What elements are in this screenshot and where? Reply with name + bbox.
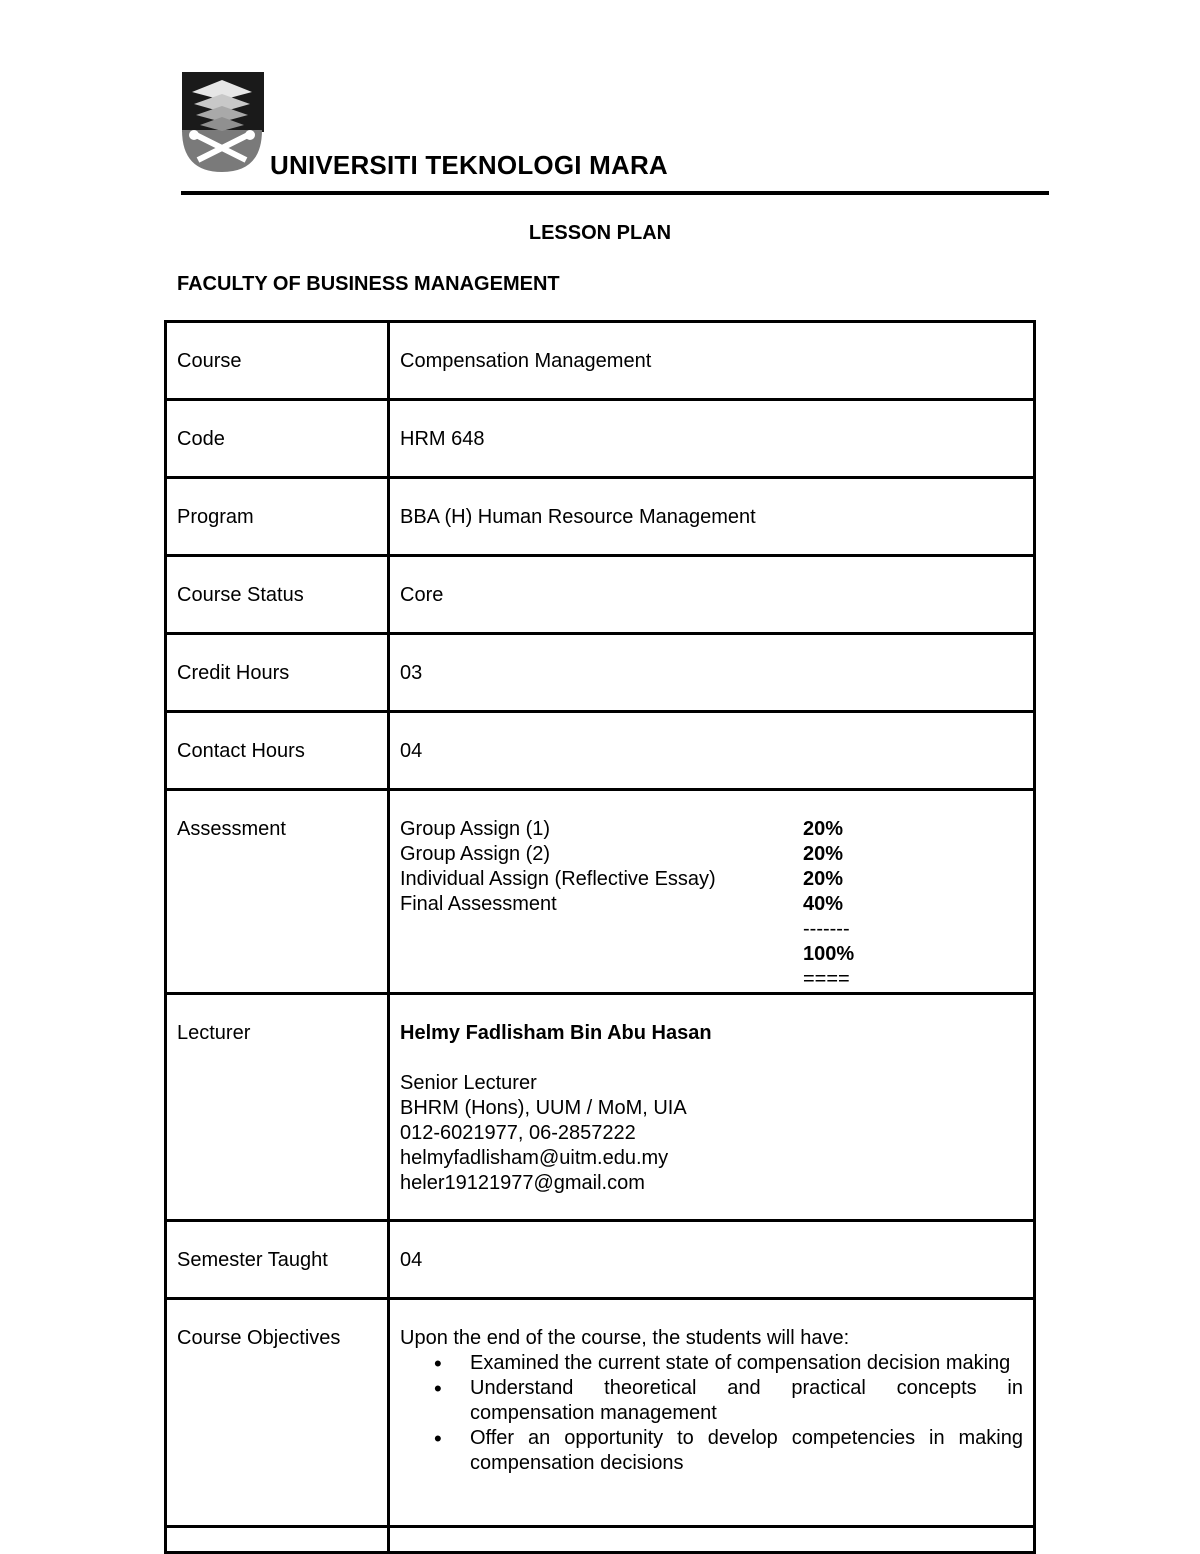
lecturer-position: Senior Lecturer <box>400 1072 537 1094</box>
course-label: Course <box>166 322 389 400</box>
credit-label: Credit Hours <box>166 634 389 712</box>
table-row-lecturer <box>166 994 1035 1221</box>
assessment-item-name: Group Assign (1) <box>400 818 551 840</box>
course-value: Compensation Management <box>389 322 1035 400</box>
assessment-item-percent: 20% <box>803 843 844 865</box>
semester-label: Semester Taught <box>166 1221 389 1299</box>
table-row-status <box>166 556 1035 634</box>
lecturer-qualification: BHRM (Hons), UUM / MoM, UIA <box>400 1097 687 1119</box>
contact-value: 04 <box>389 712 1035 790</box>
lecturer-name: Helmy Fadlisham Bin Abu Hasan <box>400 1022 712 1044</box>
empty-value-cell <box>389 1527 1035 1553</box>
university-name: UNIVERSITI TEKNOLOGI MARA <box>270 150 668 180</box>
list-item: • Examined the current state of compensation decision making <box>470 1351 1023 1376</box>
assessment-label: Assessment <box>166 790 389 994</box>
list-item: • Understand theoretical and practical concepts in compensation management <box>470 1376 1023 1426</box>
lecturer-email-alt: heler19121977@gmail.com <box>400 1172 645 1194</box>
document-title: LESSON PLAN <box>528 222 672 244</box>
assessment-separator: ------- <box>803 918 850 940</box>
empty-label-cell <box>166 1527 389 1553</box>
table-row-code <box>166 400 1035 478</box>
assessment-item-percent: 20% <box>803 818 844 840</box>
assessment-item-name: Group Assign (2) <box>400 843 551 865</box>
lecturer-phone: 012-6021977, 06-2857222 <box>400 1122 636 1144</box>
objectives-list <box>400 1351 1023 1476</box>
assessment-item-name: Final Assessment <box>400 893 557 915</box>
status-label: Course Status <box>166 556 389 634</box>
lesson-plan-table <box>164 320 1036 1554</box>
assessment-item-name: Individual Assign (Reflective Essay) <box>400 868 716 890</box>
table-row-contact <box>166 712 1035 790</box>
assessment-item-percent: 20% <box>803 868 844 890</box>
assessment-double-rule: ==== <box>803 968 850 990</box>
table-row-objectives <box>166 1299 1035 1527</box>
credit-value: 03 <box>389 634 1035 712</box>
table-row-credit <box>166 634 1035 712</box>
program-value: BBA (H) Human Resource Management <box>389 478 1035 556</box>
code-value: HRM 648 <box>389 400 1035 478</box>
lecturer-email: helmyfadlisham@uitm.edu.my <box>400 1147 669 1169</box>
semester-value: 04 <box>389 1221 1035 1299</box>
objectives-intro: Upon the end of the course, the students will have: <box>400 1327 850 1349</box>
uitm-crest-logo <box>180 72 265 174</box>
contact-label: Contact Hours <box>166 712 389 790</box>
table-row-course <box>166 322 1035 400</box>
table-row-program <box>166 478 1035 556</box>
table-row-assessment <box>166 790 1035 994</box>
objectives-label: Course Objectives <box>166 1299 389 1527</box>
code-label: Code <box>166 400 389 478</box>
table-row-semester <box>166 1221 1035 1299</box>
assessment-item-percent: 40% <box>803 893 844 915</box>
assessment-total: 100% <box>803 943 855 965</box>
objectives-value <box>389 1299 1035 1527</box>
lecturer-value <box>389 994 1035 1221</box>
assessment-value <box>389 790 1035 994</box>
assessment-breakdown <box>400 817 1023 992</box>
lecturer-label: Lecturer <box>166 994 389 1221</box>
table-row-empty <box>166 1527 1035 1553</box>
program-label: Program <box>166 478 389 556</box>
list-item: • Offer an opportunity to develop competencies in making compensation decisions <box>470 1426 1023 1476</box>
header-rule <box>181 191 1049 195</box>
faculty-heading: FACULTY OF BUSINESS MANAGEMENT <box>177 273 560 295</box>
status-value: Core <box>389 556 1035 634</box>
